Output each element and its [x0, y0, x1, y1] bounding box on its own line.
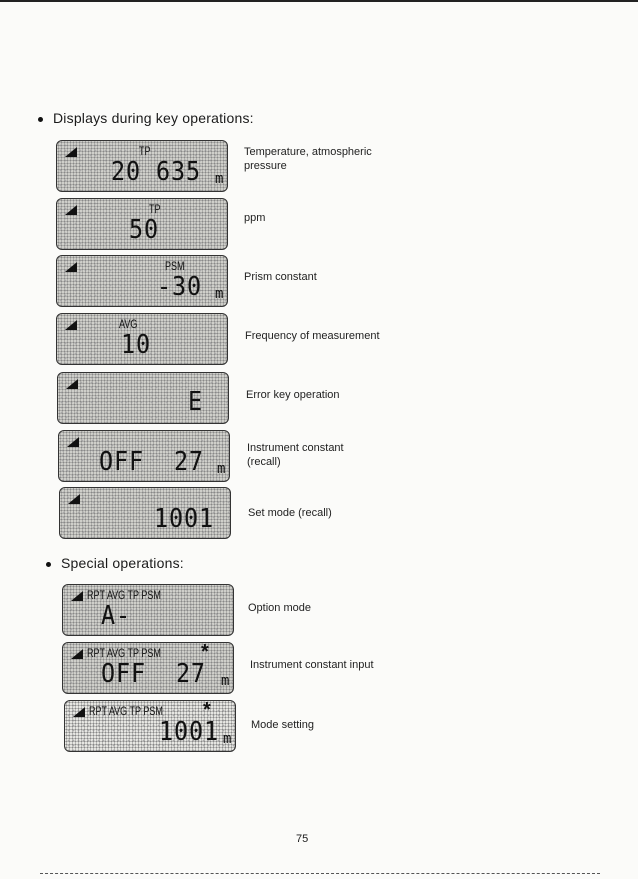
battery-triangle-icon [65, 205, 77, 215]
lcd-main-value: 20 635 [111, 157, 201, 187]
lcd-display-mode-setting [64, 700, 236, 752]
battery-triangle-icon [71, 591, 83, 601]
lcd-display-error [57, 372, 229, 424]
lcd-tags: RPT AVG TP PSM [89, 704, 163, 718]
description-prism-constant: Prism constant [244, 271, 317, 283]
lcd-main-value: 50 [129, 215, 159, 245]
battery-triangle-icon [65, 262, 77, 272]
asterisk-indicator: * [203, 700, 211, 721]
lcd-main-value: A- [101, 601, 131, 631]
lcd-display-tp-ppm [56, 198, 228, 250]
lcd-display-set-mode [59, 487, 231, 539]
battery-triangle-icon [68, 494, 80, 504]
battery-triangle-icon [65, 320, 77, 330]
lcd-main-value: 1001 [159, 717, 219, 747]
battery-triangle-icon [71, 649, 83, 659]
lcd-unit: m [217, 461, 226, 477]
description-error-key: Error key operation [246, 389, 340, 401]
battery-triangle-icon [65, 147, 77, 157]
lcd-display-psm-prism [56, 255, 228, 307]
description-mode-setting: Mode setting [251, 719, 314, 731]
lcd-main-value: 10 [121, 330, 151, 360]
top-border [0, 0, 638, 2]
description-instrument-constant-input: Instrument constant input [250, 659, 374, 671]
bullet-icon [38, 117, 43, 122]
description-ppm: ppm [244, 212, 266, 224]
lcd-display-avg-frequency [56, 313, 228, 365]
battery-triangle-icon [67, 437, 79, 447]
lcd-tags: RPT AVG TP PSM [87, 646, 161, 660]
description-temperature: Temperature, atmospheric pressure [244, 146, 372, 172]
lcd-main-value: E [188, 387, 203, 417]
lcd-main-value: -30 [157, 272, 202, 302]
section-heading-key-operations: Displays during key operations: [38, 110, 254, 126]
bullet-icon [46, 562, 51, 567]
description-option-mode: Option mode [248, 602, 311, 614]
bottom-border [40, 873, 600, 875]
lcd-display-instrument-constant-input [62, 642, 234, 694]
lcd-main-value: 1001 [154, 504, 214, 534]
asterisk-indicator: * [201, 642, 209, 663]
section-heading-special: Special operations: [46, 555, 184, 571]
description-set-mode: Set mode (recall) [248, 507, 332, 519]
page-number: 75 [296, 833, 309, 845]
battery-triangle-icon [66, 379, 78, 389]
lcd-tags: TP [139, 144, 151, 158]
lcd-tags: AVG [119, 317, 138, 331]
lcd-tags: RPT AVG TP PSM [87, 588, 161, 602]
battery-triangle-icon [73, 707, 85, 717]
lcd-display-tp-temperature [56, 140, 228, 192]
lcd-display-option-mode [62, 584, 234, 636]
description-frequency: Frequency of measurement [245, 330, 380, 342]
lcd-tags: TP [149, 202, 161, 216]
lcd-unit: m [215, 286, 224, 302]
lcd-unit: m [215, 171, 224, 187]
description-instrument-constant: Instrument constant (recall) [247, 442, 344, 468]
lcd-unit: m [223, 731, 232, 747]
lcd-main-value: OFF 27 [99, 447, 204, 477]
lcd-tags: PSM [165, 259, 185, 273]
lcd-display-instrument-constant-recall [58, 430, 230, 482]
lcd-unit: m [221, 673, 230, 689]
lcd-main-value: OFF 27 [101, 659, 206, 689]
